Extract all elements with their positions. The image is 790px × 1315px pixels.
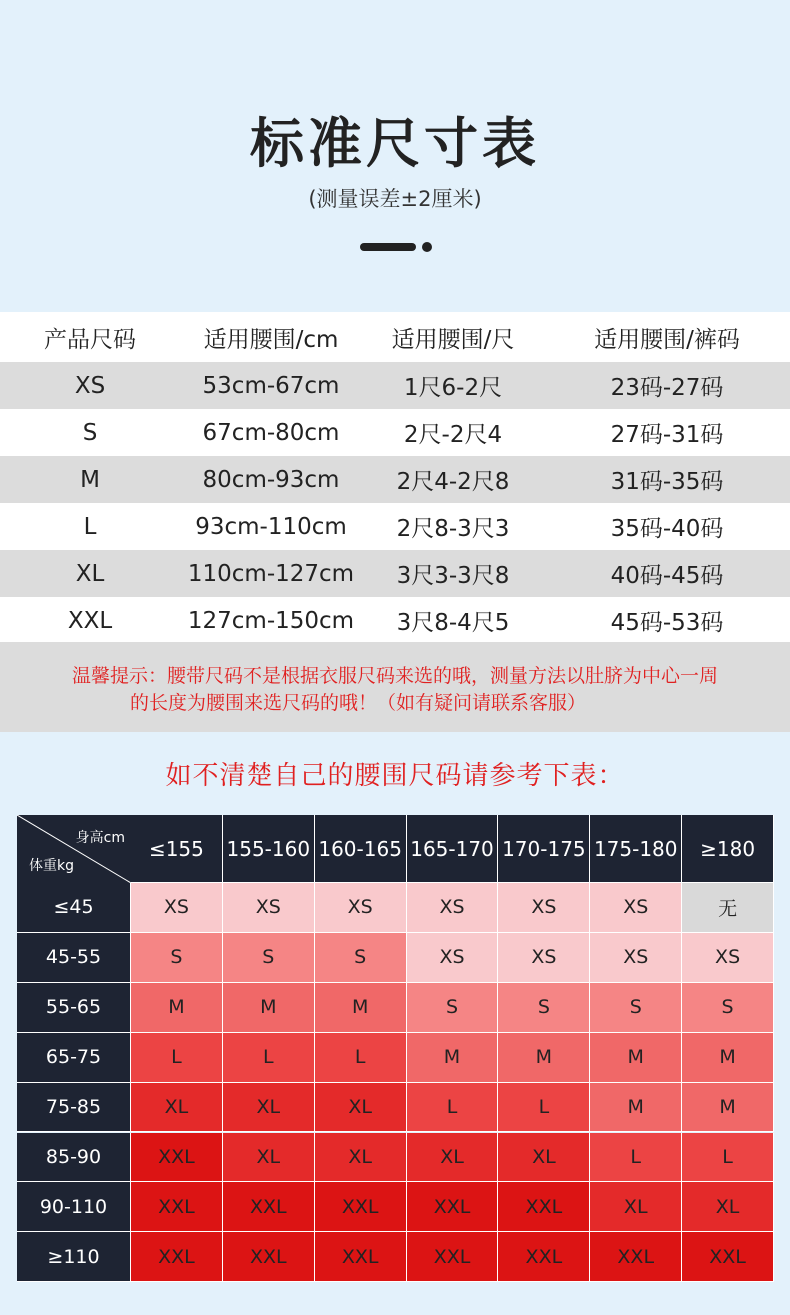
size-recommendation-cell: XS bbox=[498, 933, 590, 983]
cell-waist-pants-size: 45码-53码 bbox=[610, 610, 724, 636]
size-recommendation-cell: L bbox=[590, 1133, 682, 1183]
height-range-header: ≤155 bbox=[131, 815, 223, 883]
size-recommendation-cell: S bbox=[315, 933, 407, 983]
grid-corner-header bbox=[17, 815, 131, 883]
size-table-row bbox=[0, 362, 790, 409]
size-recommendation-cell: M bbox=[407, 1033, 499, 1083]
reference-title: 如不清楚自己的腰围尺码请参考下表： bbox=[165, 761, 625, 791]
size-recommendation-cell: M bbox=[131, 983, 223, 1033]
size-recommendation-cell: M bbox=[590, 1083, 682, 1133]
cell-waist-chi: 3尺8-4尺5 bbox=[396, 610, 510, 636]
page-title: 标准尺寸表 bbox=[250, 112, 540, 175]
cell-size: L bbox=[83, 513, 97, 540]
size-recommendation-cell: XL bbox=[131, 1083, 223, 1133]
column-header-waist-pants-size: 适用腰围/裤码 bbox=[594, 326, 740, 353]
size-recommendation-cell: S bbox=[498, 983, 590, 1033]
cell-waist-pants-size: 27码-31码 bbox=[610, 422, 724, 448]
size-recommendation-cell: XXL bbox=[223, 1232, 315, 1282]
size-table-row bbox=[0, 550, 790, 597]
tip-line-1: 温馨提示：腰带尺码不是根据衣服尺码来选的哦，测量方法以肚脐为中心一周 bbox=[71, 665, 718, 687]
weight-range-header: 85-90 bbox=[17, 1133, 131, 1183]
size-recommendation-cell: S bbox=[407, 983, 499, 1033]
cell-size: XL bbox=[75, 560, 105, 587]
cell-waist-chi: 2尺4-2尺8 bbox=[396, 469, 510, 495]
column-header-waist-cm: 适用腰围/cm bbox=[203, 326, 339, 353]
weight-range-header: 45-55 bbox=[17, 933, 131, 983]
cell-waist-cm: 110cm-127cm bbox=[187, 560, 355, 587]
cell-waist-chi: 1尺6-2尺 bbox=[403, 375, 503, 401]
cell-size: S bbox=[82, 419, 98, 446]
size-recommendation-cell: XS bbox=[498, 883, 590, 933]
size-recommendation-cell: XXL bbox=[131, 1232, 223, 1282]
size-table-row bbox=[0, 456, 790, 503]
size-recommendation-cell: M bbox=[223, 983, 315, 1033]
size-recommendation-cell: XXL bbox=[498, 1182, 590, 1232]
size-recommendation-cell: M bbox=[682, 1083, 774, 1133]
size-recommendation-cell: S bbox=[590, 983, 682, 1033]
title-divider bbox=[360, 242, 440, 252]
weight-axis-label: 体重kg bbox=[29, 858, 74, 874]
divider-bar bbox=[360, 243, 416, 251]
weight-range-header: ≥110 bbox=[17, 1232, 131, 1282]
cell-waist-pants-size: 23码-27码 bbox=[610, 375, 724, 401]
size-recommendation-cell: XXL bbox=[315, 1232, 407, 1282]
header-banner bbox=[0, 0, 790, 312]
size-recommendation-cell: XXL bbox=[131, 1133, 223, 1183]
cell-size: XXL bbox=[67, 607, 113, 634]
size-recommendation-cell: XS bbox=[407, 933, 499, 983]
tip-line-2: 的长度为腰围来选尺码的哦！（如有疑问请联系客服） bbox=[130, 692, 587, 714]
size-recommendation-cell: XXL bbox=[590, 1232, 682, 1282]
height-range-header: 175-180 bbox=[590, 815, 682, 883]
height-range-header: 155-160 bbox=[223, 815, 315, 883]
size-recommendation-cell: XS bbox=[223, 883, 315, 933]
size-recommendation-cell: XL bbox=[315, 1133, 407, 1183]
cell-waist-cm: 67cm-80cm bbox=[202, 419, 340, 446]
size-recommendation-cell: XXL bbox=[223, 1182, 315, 1232]
cell-waist-chi: 2尺8-3尺3 bbox=[396, 516, 510, 542]
height-range-header: 170-175 bbox=[498, 815, 590, 883]
size-recommendation-cell: XS bbox=[590, 933, 682, 983]
weight-range-header: 65-75 bbox=[17, 1033, 131, 1083]
size-recommendation-cell: XS bbox=[590, 883, 682, 933]
height-weight-size-grid bbox=[17, 815, 774, 1282]
cell-waist-cm: 127cm-150cm bbox=[187, 607, 355, 634]
cell-size: M bbox=[80, 466, 100, 493]
size-recommendation-cell: XS bbox=[682, 933, 774, 983]
height-axis-label: 身高cm bbox=[75, 830, 125, 846]
size-recommendation-cell: XL bbox=[682, 1182, 774, 1232]
size-recommendation-cell: L bbox=[223, 1033, 315, 1083]
weight-range-header: 90-110 bbox=[17, 1182, 131, 1232]
size-recommendation-cell: XXL bbox=[682, 1232, 774, 1282]
cell-waist-cm: 53cm-67cm bbox=[202, 372, 340, 399]
cell-waist-cm: 93cm-110cm bbox=[195, 513, 347, 540]
column-header-size: 产品尺码 bbox=[44, 326, 136, 353]
weight-range-header: ≤45 bbox=[17, 883, 131, 933]
size-recommendation-cell: M bbox=[682, 1033, 774, 1083]
size-recommendation-cell: L bbox=[682, 1133, 774, 1183]
cell-waist-chi: 2尺-2尺4 bbox=[403, 422, 503, 448]
size-recommendation-cell: XS bbox=[315, 883, 407, 933]
size-recommendation-cell: XL bbox=[407, 1133, 499, 1183]
weight-range-header: 55-65 bbox=[17, 983, 131, 1033]
size-recommendation-cell: 无 bbox=[682, 883, 774, 933]
size-recommendation-cell: L bbox=[131, 1033, 223, 1083]
size-table-header bbox=[0, 312, 790, 362]
size-recommendation-cell: M bbox=[315, 983, 407, 1033]
size-recommendation-cell: L bbox=[315, 1033, 407, 1083]
cell-waist-chi: 3尺3-3尺8 bbox=[396, 563, 510, 589]
size-recommendation-cell: XXL bbox=[407, 1232, 499, 1282]
warm-tip bbox=[0, 642, 790, 732]
size-recommendation-cell: L bbox=[407, 1083, 499, 1133]
size-recommendation-cell: XL bbox=[223, 1133, 315, 1183]
size-recommendation-cell: XL bbox=[315, 1083, 407, 1133]
size-recommendation-cell: XXL bbox=[498, 1232, 590, 1282]
size-table-row bbox=[0, 503, 790, 550]
size-standard-table bbox=[0, 312, 790, 644]
cell-waist-pants-size: 40码-45码 bbox=[610, 563, 724, 589]
height-range-header: ≥180 bbox=[682, 815, 774, 883]
size-recommendation-cell: XXL bbox=[315, 1182, 407, 1232]
size-recommendation-cell: XL bbox=[590, 1182, 682, 1232]
size-recommendation-cell: S bbox=[682, 983, 774, 1033]
size-recommendation-cell: XS bbox=[407, 883, 499, 933]
weight-range-header: 75-85 bbox=[17, 1083, 131, 1133]
cell-waist-cm: 80cm-93cm bbox=[202, 466, 340, 493]
cell-size: XS bbox=[74, 372, 106, 399]
size-recommendation-cell: L bbox=[498, 1083, 590, 1133]
size-recommendation-cell: XS bbox=[131, 883, 223, 933]
size-table-row bbox=[0, 409, 790, 456]
height-range-header: 165-170 bbox=[407, 815, 499, 883]
divider-dot bbox=[422, 242, 432, 252]
size-recommendation-cell: S bbox=[223, 933, 315, 983]
size-recommendation-cell: M bbox=[498, 1033, 590, 1083]
cell-waist-pants-size: 31码-35码 bbox=[610, 469, 724, 495]
size-recommendation-cell: XL bbox=[498, 1133, 590, 1183]
size-recommendation-cell: XXL bbox=[407, 1182, 499, 1232]
size-recommendation-cell: S bbox=[131, 933, 223, 983]
size-recommendation-cell: M bbox=[590, 1033, 682, 1083]
size-recommendation-cell: XXL bbox=[131, 1182, 223, 1232]
column-header-waist-chi: 适用腰围/尺 bbox=[391, 326, 515, 353]
page-subtitle: (测量误差±2厘米) bbox=[308, 187, 482, 211]
height-range-header: 160-165 bbox=[315, 815, 407, 883]
cell-waist-pants-size: 35码-40码 bbox=[610, 516, 724, 542]
size-recommendation-cell: XL bbox=[223, 1083, 315, 1133]
size-table-row bbox=[0, 597, 790, 644]
